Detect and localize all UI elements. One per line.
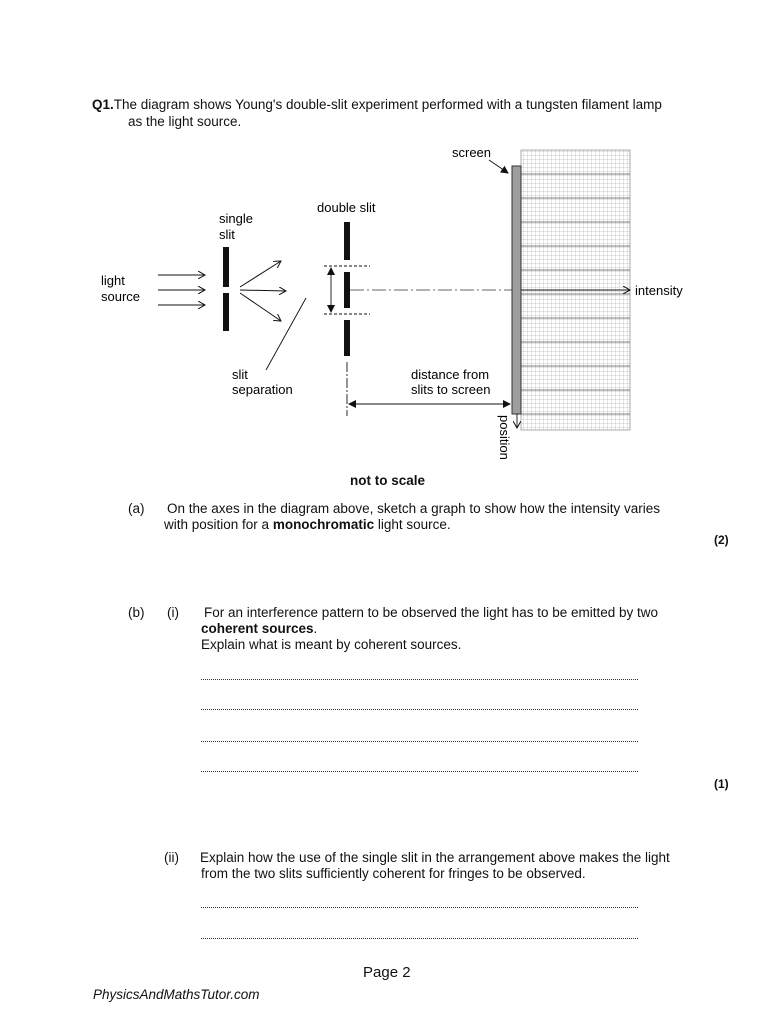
slit-label: slit	[232, 367, 248, 382]
diffracted-light-arrows	[240, 261, 286, 321]
youngs-double-slit-diagram	[0, 130, 768, 475]
answer-line[interactable]	[201, 905, 638, 908]
double-slit-label: double slit	[317, 200, 376, 215]
part-b-i-line2-suffix: .	[313, 621, 318, 636]
screen-label: screen	[452, 145, 492, 160]
question-intro-line2: as the light source.	[128, 114, 242, 129]
separation-label: separation	[232, 382, 293, 397]
part-a-line2-prefix: with position for a	[164, 517, 273, 532]
part-a-line2-suffix: light source.	[374, 517, 451, 532]
double-slit-top-bar	[344, 222, 350, 260]
site-footer: PhysicsAndMathsTutor.com	[93, 987, 260, 1002]
part-b-i-line3: Explain what is meant by coherent sources.	[201, 637, 462, 652]
part-b-i-marks: (1)	[714, 777, 729, 791]
double-slit-middle-bar	[344, 272, 350, 308]
part-b-i-label: (i)	[167, 605, 179, 620]
single-slit-upper	[223, 247, 229, 287]
position-label: position	[497, 415, 512, 460]
source-label: source	[101, 289, 141, 304]
part-b-ii-line2: from the two slits sufficiently coherent for fringes to be observed.	[201, 866, 586, 881]
double-slit-bottom-bar	[344, 320, 350, 356]
single-slit-label: slit	[219, 227, 235, 242]
part-a-line2	[164, 517, 451, 533]
part-b-i-line2	[201, 621, 317, 637]
part-a-marks: (2)	[714, 533, 729, 547]
coherent-sources-term: coherent sources	[201, 621, 314, 636]
part-a-monochromatic: monochromatic	[272, 517, 375, 532]
screen	[512, 166, 521, 414]
part-b-i-line1: For an interference pattern to be observed the light has to be emitted by two	[204, 605, 659, 620]
part-b-ii-label: (ii)	[164, 850, 179, 865]
single-label: single	[219, 211, 253, 226]
answer-line[interactable]	[201, 936, 638, 939]
part-b-ii-line1: Explain how the use of the single slit in the arrangement above makes the light	[200, 850, 670, 865]
distance-label-line2: slits to screen	[411, 382, 491, 397]
question-intro-line1: The diagram shows Young's double-slit experiment performed with a tungsten filament lamp	[113, 97, 662, 112]
answer-line[interactable]	[201, 739, 638, 742]
answer-line[interactable]	[201, 707, 638, 710]
question-number: Q1.	[92, 97, 114, 112]
part-a-line1: On the axes in the diagram above, sketch a graph to show how the intensity varies	[167, 501, 661, 516]
part-b-label: (b)	[128, 605, 145, 620]
screen-pointer-arrow	[489, 160, 508, 173]
answer-line[interactable]	[201, 677, 638, 680]
part-a-label: (a)	[128, 501, 145, 516]
answer-line[interactable]	[201, 769, 638, 772]
not-to-scale-caption: not to scale	[350, 473, 426, 488]
slit-separation-pointer	[266, 298, 306, 370]
intensity-label: intensity	[635, 283, 683, 298]
distance-label-line1: distance from	[411, 367, 490, 382]
page-number: Page 2	[363, 964, 411, 981]
single-slit-lower	[223, 293, 229, 331]
incident-light-arrows	[158, 275, 205, 305]
question-intro	[92, 97, 662, 113]
light-label: light	[101, 273, 125, 288]
